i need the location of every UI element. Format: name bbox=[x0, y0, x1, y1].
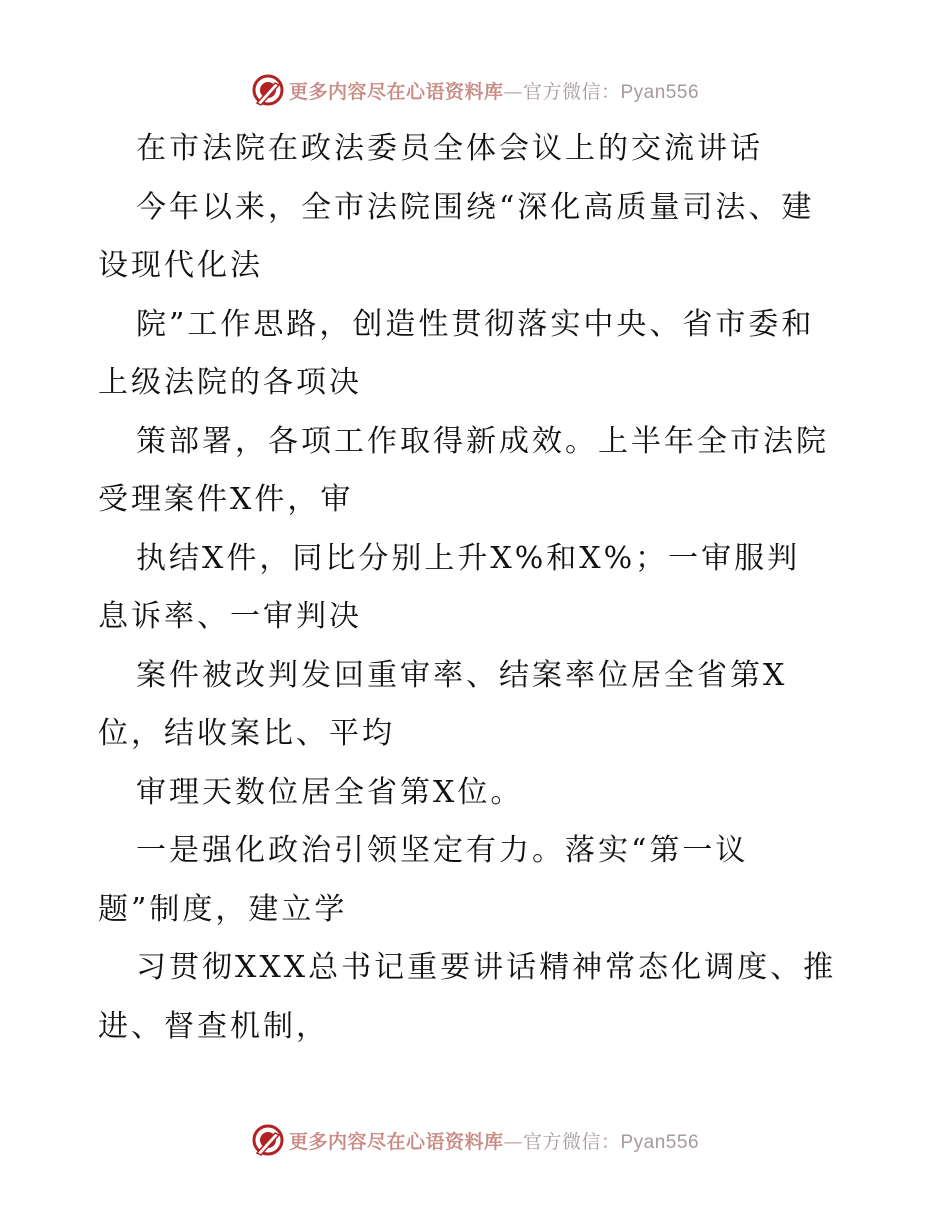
document-line: 进、督查机制， bbox=[98, 1008, 329, 1044]
document-line: 案件被改判发回重审率、结案率位居全省第X bbox=[136, 657, 788, 693]
document-line: 审理天数位居全省第X位。 bbox=[136, 774, 524, 810]
document-line: 题”制度，建立学 bbox=[98, 891, 348, 927]
footer-banner-text bbox=[289, 1127, 699, 1154]
header-wechat-label: 官方微信： bbox=[522, 80, 621, 103]
document-line: 策部署，各项工作取得新成效。上半年全市法院 bbox=[136, 423, 829, 459]
pen-logo-icon bbox=[251, 1123, 285, 1157]
document-line: 习贯彻XXX总书记重要讲话精神常态化调度、推 bbox=[136, 950, 837, 985]
pen-logo-icon bbox=[251, 73, 285, 107]
document-title: 在市法院在政法委员全体会议上的交流讲话 bbox=[136, 131, 763, 166]
header-banner bbox=[0, 70, 950, 110]
footer-separator: — bbox=[503, 1130, 523, 1153]
document-line: 院”工作思路，创造性贯彻落实中央、省市委和 bbox=[136, 306, 815, 342]
header-banner-text bbox=[289, 77, 699, 104]
footer-site-text: 更多内容尽在心语资料库 bbox=[288, 1130, 504, 1153]
header-wechat-id: Pyan556 bbox=[620, 81, 700, 103]
header-site-text: 更多内容尽在心语资料库 bbox=[288, 80, 504, 103]
document-line: 今年以来，全市法院围绕“深化高质量司法、建 bbox=[136, 189, 815, 225]
document-line: 受理案件X件，审 bbox=[98, 482, 354, 517]
header-separator: — bbox=[503, 80, 523, 103]
footer-banner bbox=[0, 1120, 950, 1160]
document-line: 设现代化法 bbox=[98, 248, 263, 283]
document-line: 息诉率、一审判决 bbox=[98, 599, 362, 634]
footer-wechat-id: Pyan556 bbox=[620, 1131, 700, 1153]
document-line: 一是强化政治引领坚定有力。落实“第一议 bbox=[136, 833, 749, 868]
footer-wechat-label: 官方微信： bbox=[522, 1130, 621, 1153]
document-line: 位，结收案比、平均 bbox=[98, 716, 395, 751]
document-line: 上级法院的各项决 bbox=[98, 365, 362, 400]
document-line: 执结X件，同比分别上升X%和X%；一审服判 bbox=[136, 540, 801, 576]
document-body bbox=[98, 120, 858, 1056]
